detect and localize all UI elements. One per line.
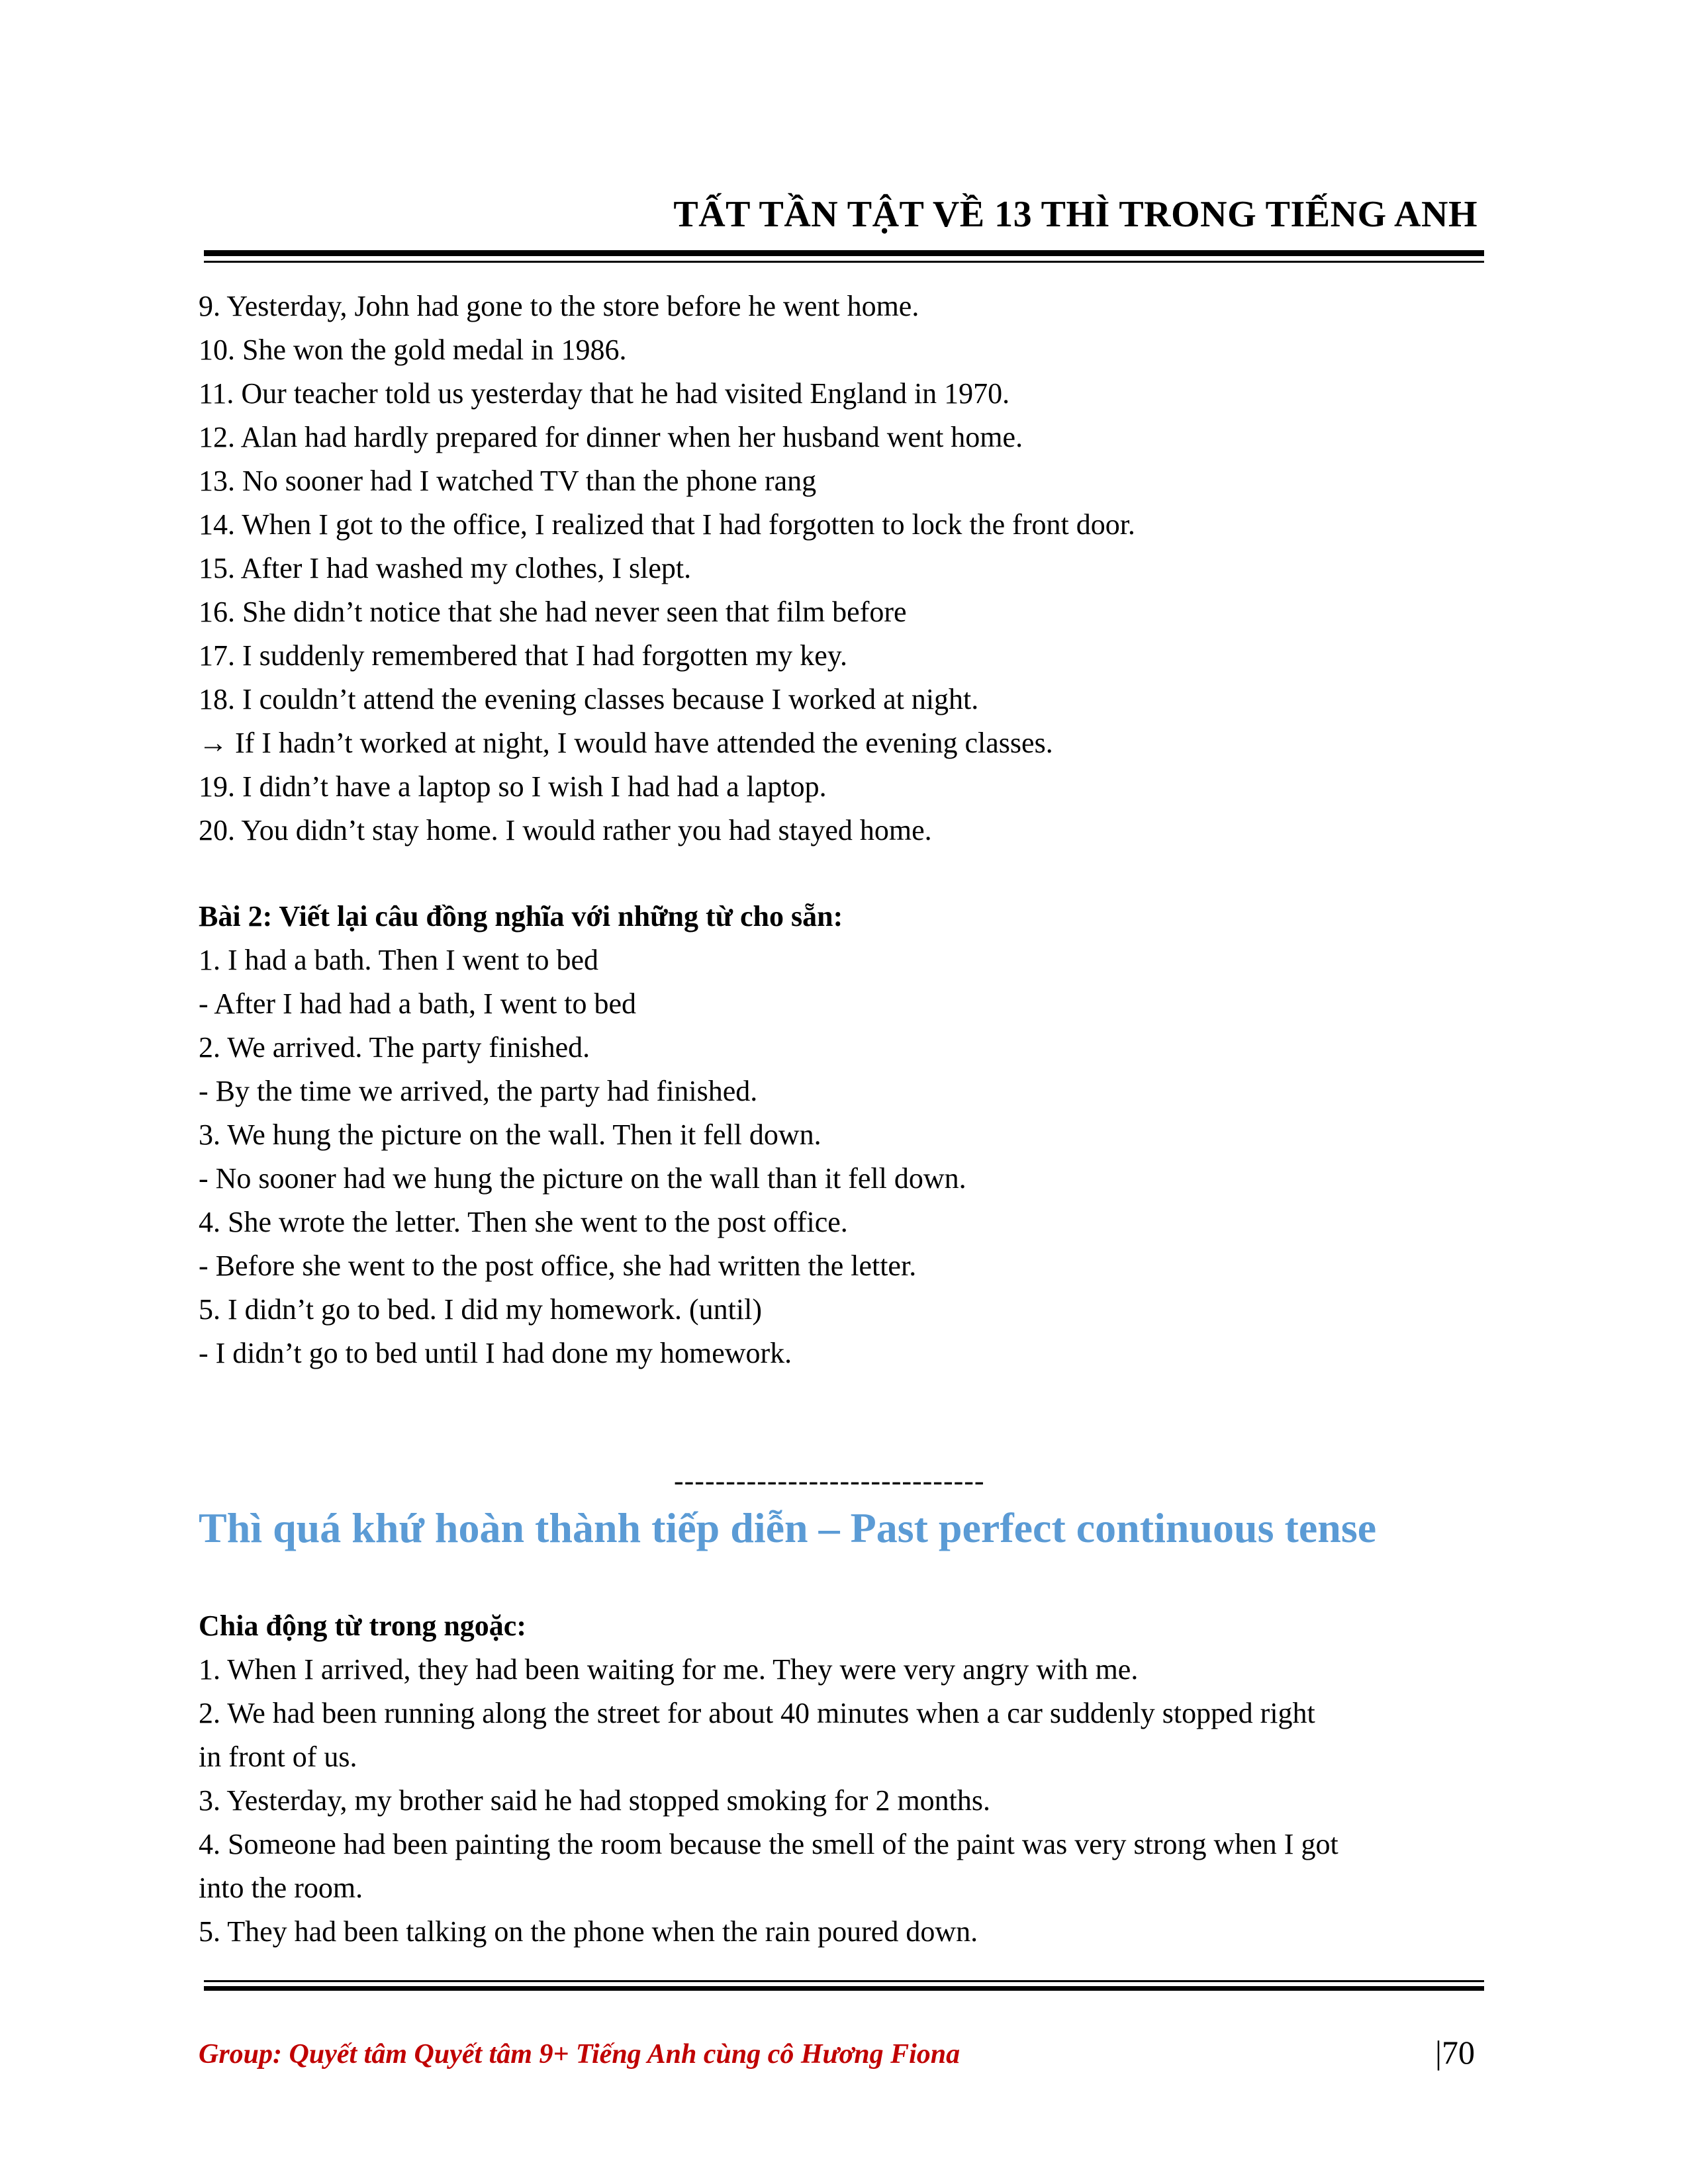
section-title: Thì quá khứ hoàn thành tiếp diễn – Past perfect continuous tense <box>199 1504 1377 1551</box>
exercise-2-line: 4. She wrote the letter. Then she went to the post office. <box>199 1206 848 1238</box>
past-perfect-continuous-exercise <box>199 1604 1489 1954</box>
exercise-line: 4. Someone had been painting the room because the smell of the paint was very strong when I got <box>199 1828 1338 1860</box>
answer-line: 13. No sooner had I watched TV than the phone rang <box>199 465 817 497</box>
exercise-2-line: - I didn’t go to bed until I had done my homework. <box>199 1337 792 1369</box>
exercise-line: in front of us. <box>199 1741 357 1773</box>
exercise-2-line: - By the time we arrived, the party had finished. <box>199 1075 758 1107</box>
answer-line: 19. I didn’t have a laptop so I wish I had had a laptop. <box>199 770 827 803</box>
footer-rule-thick <box>204 1986 1484 1991</box>
exercise-2-line: 2. We arrived. The party finished. <box>199 1031 590 1064</box>
page-header-title: TẤT TẦN TẬT VỀ 13 THÌ TRONG TIẾNG ANH <box>673 194 1477 235</box>
footer-group-name: Group: Quyết tâm Quyết tâm 9+ Tiếng Anh cùng cô Hương Fiona <box>199 2039 961 2070</box>
exercise-2-line: 1. I had a bath. Then I went to bed <box>199 944 599 976</box>
page-number: |70 <box>1435 2034 1476 2071</box>
exercise-1-answers <box>199 285 1489 852</box>
exercise-heading: Chia động từ trong ngoặc: <box>199 1610 526 1642</box>
exercise-2-line: 3. We hung the picture on the wall. Then it fell down. <box>199 1118 821 1151</box>
exercise-line: 1. When I arrived, they had been waiting for me. They were very angry with me. <box>199 1653 1139 1686</box>
exercise-line: 3. Yesterday, my brother said he had stopped smoking for 2 months. <box>199 1784 991 1817</box>
answer-line: 10. She won the gold medal in 1986. <box>199 334 627 366</box>
exercise-line: into the room. <box>199 1872 363 1904</box>
footer-rule-thin <box>204 1980 1484 1982</box>
exercise-2-heading: Bài 2: Viết lại câu đồng nghĩa với những từ cho sẵn: <box>199 900 843 933</box>
answer-line: 14. When I got to the office, I realized that I had forgotten to lock the front door. <box>199 508 1135 541</box>
exercise-line: 5. They had been talking on the phone when the rain poured down. <box>199 1915 978 1948</box>
answer-line: 12. Alan had hardly prepared for dinner when her husband went home. <box>199 421 1023 453</box>
answer-line: 16. She didn’t notice that she had never seen that film before <box>199 596 907 628</box>
answer-line: 9. Yesterday, John had gone to the store before he went home. <box>199 290 919 322</box>
answer-line: 18. I couldn’t attend the evening classes because I worked at night. <box>199 683 979 715</box>
exercise-2 <box>199 895 1489 1375</box>
header-rule-thick <box>204 250 1484 256</box>
exercise-2-line: - Before she went to the post office, she had written the letter. <box>199 1250 917 1282</box>
exercise-2-line: 5. I didn’t go to bed. I did my homework. (until) <box>199 1293 762 1326</box>
exercise-2-line: - No sooner had we hung the picture on the wall than it fell down. <box>199 1162 966 1195</box>
exercise-line: 2. We had been running along the street for about 40 minutes when a car suddenly stopped right <box>199 1697 1315 1729</box>
answer-line: → If I hadn’t worked at night, I would have attended the evening classes. <box>199 727 1053 759</box>
answer-line: 17. I suddenly remembered that I had forgotten my key. <box>199 639 847 672</box>
header-rule-thin <box>204 261 1484 263</box>
answer-line: 15. After I had washed my clothes, I slept. <box>199 552 692 584</box>
exercise-2-line: - After I had had a bath, I went to bed <box>199 987 636 1020</box>
section-separator: ------------------------------ <box>674 1465 985 1497</box>
answer-line: 11. Our teacher told us yesterday that he had visited England in 1970. <box>199 377 1010 410</box>
answer-line: 20. You didn’t stay home. I would rather you had stayed home. <box>199 814 932 846</box>
